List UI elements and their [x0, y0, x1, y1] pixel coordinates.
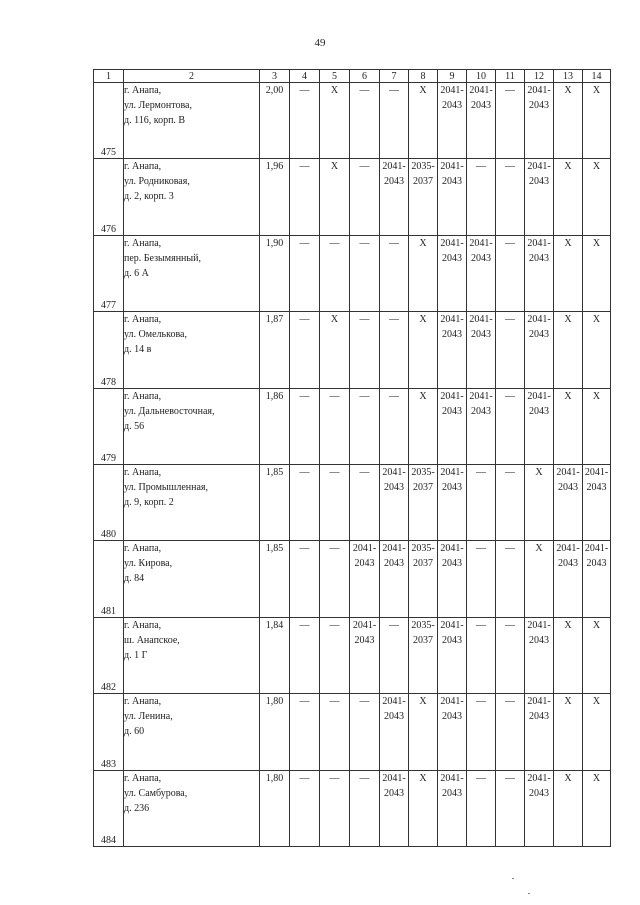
page-number: 49: [314, 37, 326, 49]
value-cell: 1,80: [260, 694, 290, 770]
term-cell: —: [290, 694, 320, 770]
address-line: ул. Кирова,: [124, 558, 173, 570]
term-cell: —: [290, 541, 320, 617]
term-cell: 2035- 2037: [409, 464, 438, 540]
address-line: ул. Лермонтова,: [124, 100, 192, 111]
column-header: 9: [438, 70, 467, 83]
term-cell: —: [467, 770, 496, 846]
scan-speck: [512, 878, 514, 879]
address-line: г. Анапа,: [124, 237, 162, 249]
term-cell: 2035- 2037: [409, 541, 438, 617]
address-line: д. 116, корп. В: [124, 115, 186, 126]
table-row: [94, 83, 611, 159]
address-line: д. 60: [124, 726, 145, 738]
term-cell: —: [496, 388, 525, 464]
term-cell: X: [409, 235, 438, 311]
value-cell: 1,80: [260, 770, 290, 846]
value-cell: 1,85: [260, 464, 290, 540]
row-number: 484: [94, 770, 124, 846]
term-cell: X: [320, 159, 350, 235]
value-cell: 1,87: [260, 312, 290, 388]
term-cell: 2041- 2043: [554, 464, 583, 540]
term-cell: 2041- 2043: [438, 159, 467, 235]
value-cell: 1,86: [260, 388, 290, 464]
term-cell: 2041- 2043: [583, 464, 611, 540]
column-header: 11: [496, 70, 525, 83]
term-cell: —: [380, 83, 409, 159]
table-row: [94, 388, 611, 464]
term-cell: 2041- 2043: [467, 235, 496, 311]
address-line: д. 1 Г: [124, 649, 148, 661]
term-cell: 2041- 2043: [525, 617, 554, 693]
term-cell: 2041- 2043: [380, 464, 409, 540]
address-line: ул. Промышленная,: [124, 481, 208, 493]
term-cell: 2041- 2043: [438, 541, 467, 617]
address-line: ул. Самбурова,: [124, 787, 188, 799]
column-header: 4: [290, 70, 320, 83]
term-cell: —: [350, 388, 380, 464]
term-cell: X: [554, 159, 583, 235]
term-cell: 2041- 2043: [350, 617, 380, 693]
term-cell: —: [290, 83, 320, 159]
column-header: 12: [525, 70, 554, 83]
term-cell: —: [496, 694, 525, 770]
term-cell: —: [290, 235, 320, 311]
term-cell: 2041- 2043: [380, 159, 409, 235]
term-cell: —: [320, 464, 350, 540]
term-cell: X: [554, 83, 583, 159]
term-cell: X: [583, 312, 611, 388]
address-line: д. 6 А: [124, 267, 149, 279]
term-cell: 2041- 2043: [380, 541, 409, 617]
value-cell: 2,00: [260, 83, 290, 159]
term-cell: —: [290, 770, 320, 846]
term-cell: X: [583, 388, 611, 464]
term-cell: —: [350, 235, 380, 311]
register-table: [93, 69, 611, 847]
term-cell: 2041- 2043: [438, 235, 467, 311]
term-cell: —: [320, 617, 350, 693]
term-cell: X: [554, 770, 583, 846]
term-cell: —: [380, 388, 409, 464]
term-cell: —: [290, 312, 320, 388]
term-cell: —: [290, 159, 320, 235]
term-cell: —: [350, 83, 380, 159]
address-line: д. 84: [124, 573, 145, 585]
address-cell: [124, 388, 260, 464]
term-cell: 2041- 2043: [583, 541, 611, 617]
column-header: 10: [467, 70, 496, 83]
address-line: г. Анапа,: [124, 772, 162, 784]
address-line: г. Анапа,: [124, 696, 162, 708]
value-cell: 1,85: [260, 541, 290, 617]
term-cell: 2041- 2043: [467, 388, 496, 464]
term-cell: —: [320, 694, 350, 770]
address-cell: [124, 694, 260, 770]
term-cell: 2041- 2043: [467, 83, 496, 159]
term-cell: X: [554, 388, 583, 464]
term-cell: 2041- 2043: [525, 235, 554, 311]
term-cell: 2041- 2043: [525, 694, 554, 770]
address-line: г. Анапа,: [124, 466, 162, 478]
term-cell: —: [467, 541, 496, 617]
term-cell: X: [583, 83, 611, 159]
term-cell: —: [496, 159, 525, 235]
address-line: ш. Анапское,: [124, 634, 180, 646]
term-cell: X: [409, 83, 438, 159]
address-line: д. 56: [124, 420, 145, 432]
column-header: 5: [320, 70, 350, 83]
term-cell: 2041- 2043: [438, 464, 467, 540]
table-row: [94, 235, 611, 311]
address-line: г. Анапа,: [124, 543, 162, 555]
term-cell: —: [467, 694, 496, 770]
term-cell: 2041- 2043: [438, 83, 467, 159]
column-header: 8: [409, 70, 438, 83]
row-number: 479: [94, 388, 124, 464]
term-cell: X: [320, 312, 350, 388]
term-cell: X: [525, 541, 554, 617]
term-cell: —: [290, 617, 320, 693]
term-cell: X: [583, 159, 611, 235]
address-cell: [124, 464, 260, 540]
row-number: 478: [94, 312, 124, 388]
address-line: г. Анапа,: [124, 314, 162, 326]
term-cell: X: [409, 312, 438, 388]
address-line: д. 9, корп. 2: [124, 496, 174, 508]
term-cell: —: [496, 541, 525, 617]
term-cell: —: [320, 235, 350, 311]
column-header: 6: [350, 70, 380, 83]
term-cell: X: [583, 770, 611, 846]
address-cell: [124, 770, 260, 846]
term-cell: —: [350, 159, 380, 235]
term-cell: 2041- 2043: [438, 694, 467, 770]
table-row: [94, 312, 611, 388]
term-cell: —: [320, 541, 350, 617]
address-line: г. Анапа,: [124, 85, 162, 96]
term-cell: 2041- 2043: [554, 541, 583, 617]
term-cell: —: [290, 388, 320, 464]
term-cell: —: [496, 770, 525, 846]
address-cell: [124, 541, 260, 617]
term-cell: 2041- 2043: [438, 770, 467, 846]
term-cell: 2041- 2043: [525, 83, 554, 159]
term-cell: 2035- 2037: [409, 617, 438, 693]
term-cell: X: [554, 617, 583, 693]
row-number: 480: [94, 464, 124, 540]
term-cell: —: [320, 770, 350, 846]
table-row: [94, 159, 611, 235]
term-cell: —: [496, 235, 525, 311]
address-line: д. 2, корп. 3: [124, 191, 174, 203]
term-cell: X: [583, 617, 611, 693]
table-row: [94, 694, 611, 770]
term-cell: X: [409, 694, 438, 770]
term-cell: —: [496, 617, 525, 693]
row-number: 482: [94, 617, 124, 693]
term-cell: —: [467, 159, 496, 235]
term-cell: —: [496, 312, 525, 388]
term-cell: X: [409, 388, 438, 464]
term-cell: X: [583, 235, 611, 311]
term-cell: 2035- 2037: [409, 159, 438, 235]
address-line: д. 236: [124, 802, 150, 814]
row-number: 476: [94, 159, 124, 235]
term-cell: —: [467, 464, 496, 540]
table-row: [94, 617, 611, 693]
term-cell: 2041- 2043: [525, 159, 554, 235]
value-cell: 1,84: [260, 617, 290, 693]
term-cell: —: [290, 464, 320, 540]
term-cell: X: [525, 464, 554, 540]
value-cell: 1,96: [260, 159, 290, 235]
term-cell: —: [350, 694, 380, 770]
term-cell: —: [350, 464, 380, 540]
address-line: г. Анапа,: [124, 161, 162, 173]
address-cell: [124, 235, 260, 311]
column-header: 1: [94, 70, 124, 83]
table-row: [94, 464, 611, 540]
term-cell: 2041- 2043: [525, 388, 554, 464]
column-header: 3: [260, 70, 290, 83]
row-number: 475: [94, 83, 124, 159]
term-cell: —: [350, 312, 380, 388]
address-line: ул. Родниковая,: [124, 176, 190, 188]
row-number: 477: [94, 235, 124, 311]
term-cell: —: [467, 617, 496, 693]
row-number: 481: [94, 541, 124, 617]
term-cell: 2041- 2043: [438, 617, 467, 693]
value-cell: 1,90: [260, 235, 290, 311]
term-cell: X: [554, 312, 583, 388]
term-cell: X: [554, 694, 583, 770]
term-cell: X: [409, 770, 438, 846]
column-header: 14: [583, 70, 611, 83]
term-cell: —: [380, 617, 409, 693]
address-line: ул. Дальневосточная,: [124, 405, 215, 417]
address-line: г. Анапа,: [124, 619, 162, 631]
term-cell: —: [380, 235, 409, 311]
term-cell: 2041- 2043: [525, 770, 554, 846]
table-body: [94, 83, 611, 847]
column-header: 2: [124, 70, 260, 83]
row-number: 483: [94, 694, 124, 770]
term-cell: 2041- 2043: [525, 312, 554, 388]
term-cell: 2041- 2043: [438, 388, 467, 464]
address-line: г. Анапа,: [124, 390, 162, 402]
term-cell: 2041- 2043: [467, 312, 496, 388]
term-cell: 2041- 2043: [380, 770, 409, 846]
term-cell: 2041- 2043: [350, 541, 380, 617]
header-row: [94, 70, 611, 83]
address-cell: [124, 617, 260, 693]
address-line: д. 14 в: [124, 344, 152, 356]
column-header: 13: [554, 70, 583, 83]
term-cell: —: [320, 388, 350, 464]
column-header: 7: [380, 70, 409, 83]
address-line: ул. Омелькова,: [124, 329, 187, 341]
address-line: пер. Безымянный,: [124, 252, 201, 264]
term-cell: —: [350, 770, 380, 846]
term-cell: —: [496, 464, 525, 540]
scan-speck: [528, 893, 530, 894]
term-cell: X: [554, 235, 583, 311]
term-cell: 2041- 2043: [380, 694, 409, 770]
table-row: [94, 541, 611, 617]
term-cell: X: [583, 694, 611, 770]
address-line: ул. Ленина,: [124, 711, 173, 723]
address-cell: [124, 312, 260, 388]
term-cell: 2041- 2043: [438, 312, 467, 388]
term-cell: —: [380, 312, 409, 388]
term-cell: X: [320, 83, 350, 159]
address-cell: [124, 159, 260, 235]
table-row: [94, 770, 611, 846]
term-cell: —: [496, 83, 525, 159]
address-cell: [124, 83, 260, 159]
